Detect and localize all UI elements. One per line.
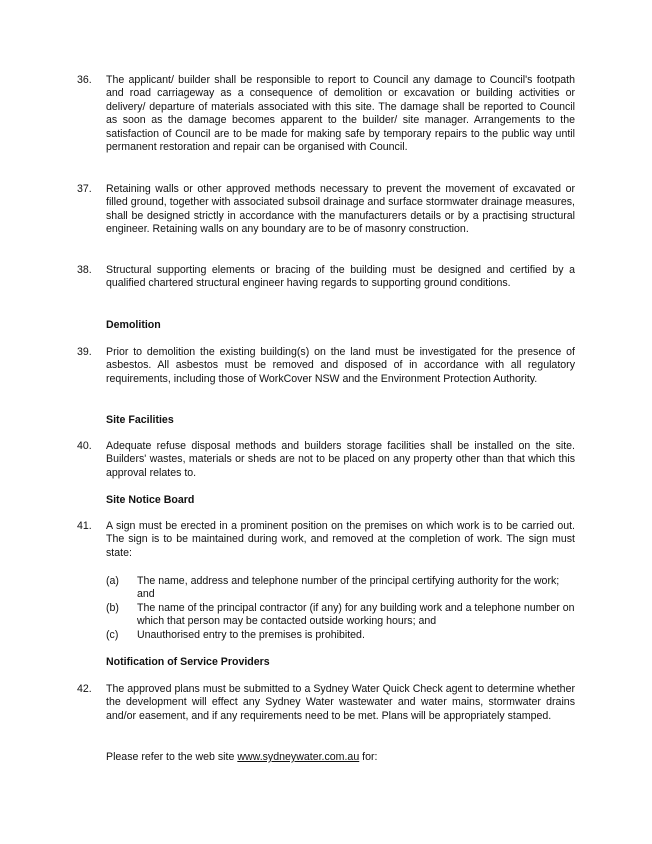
sign-item-text: The name, address and telephone number of the principal certifying authority for the work; and: [137, 575, 560, 601]
sign-item-mark: (c): [106, 629, 119, 641]
clause-text: The applicant/ builder shall be responsible to report to Council any damage to Council's footpath and road carriageway as a consequence of demolition or excavation or building activities or delivery/ departure of materials associated with this site. The damage shall be reported to Council as soon as the damage becomes apparent to the builder/ site manager. Arrangements to the satisfaction of Council are to be made for making safe by temporary repairs to the public way until permanent restoration and repair can be organised with Council.: [106, 74, 575, 154]
sydney-water-link[interactable]: www.sydneywater.com.au: [237, 751, 360, 763]
clause-40: [77, 440, 575, 480]
clause-38: [77, 264, 575, 291]
clause-text: Structural supporting elements or bracing of the building must be designed and certified by a qualified chartered structural engineer having regards to supporting ground conditions.: [106, 264, 575, 290]
clause-number: 42.: [77, 683, 92, 695]
clause-number: 38.: [77, 264, 92, 276]
clause-number: 41.: [77, 520, 92, 532]
clause-number: 39.: [77, 346, 92, 358]
clause-number: 37.: [77, 183, 92, 195]
heading-site-notice-board: Site Notice Board: [106, 494, 195, 506]
sign-item-mark: (a): [106, 575, 119, 587]
clause-37: [77, 183, 575, 237]
sign-item-b: [106, 602, 575, 629]
clause-text: A sign must be erected in a prominent position on the premises on which work is to be carried out. The sign is to be maintained during work, and removed at the completion of work. The sign must state:: [106, 520, 575, 559]
refer-line: [106, 751, 575, 764]
clause-number: 40.: [77, 440, 92, 452]
clause-text: Adequate refuse disposal methods and builders storage facilities shall be installed on the site. Builders' wastes, materials or sheds are not to be placed on any property other than that which this approval relates to.: [106, 440, 575, 479]
clause-42: [77, 683, 575, 723]
clause-41: [77, 520, 575, 560]
sign-item-a: [106, 575, 575, 602]
clause-36: [77, 74, 575, 154]
clause-text: Prior to demolition the existing building(s) on the land must be investigated for the presence of asbestos. All asbestos must be removed and disposed of in accordance with all regulatory requirements, including those of WorkCover NSW and the Environment Protection Authority.: [106, 346, 575, 385]
refer-prefix: Please refer to the web site: [106, 751, 238, 763]
clause-text: The approved plans must be submitted to a Sydney Water Quick Check agent to determine whether the development will effect any Sydney Water wastewater and water mains, stormwater drains and/or easement, and if any requirements need to be met. Plans will be appropriately stamped.: [106, 683, 575, 722]
sign-item-mark: (b): [106, 602, 119, 614]
heading-site-facilities: Site Facilities: [106, 414, 174, 426]
sign-item-c: [106, 629, 575, 642]
sign-item-text: The name of the principal contractor (if any) for any building work and a telephone number on which that person may be contacted outside working hours; and: [137, 602, 575, 628]
refer-suffix: for:: [359, 751, 378, 763]
clause-text: Retaining walls or other approved methods necessary to prevent the movement of excavated or filled ground, together with associated subsoil drainage and surface stormwater drainage measures, shall be designed strictly in accordance with the manufacturers details or by a practising structural engineer. Retaining walls on any boundary are to be of masonry construction.: [106, 183, 575, 236]
heading-notification-of-service-providers: Notification of Service Providers: [106, 656, 270, 668]
clause-number: 36.: [77, 74, 92, 86]
sign-item-text: Unauthorised entry to the premises is prohibited.: [137, 629, 365, 641]
heading-demolition: Demolition: [106, 319, 161, 331]
clause-39: [77, 346, 575, 386]
